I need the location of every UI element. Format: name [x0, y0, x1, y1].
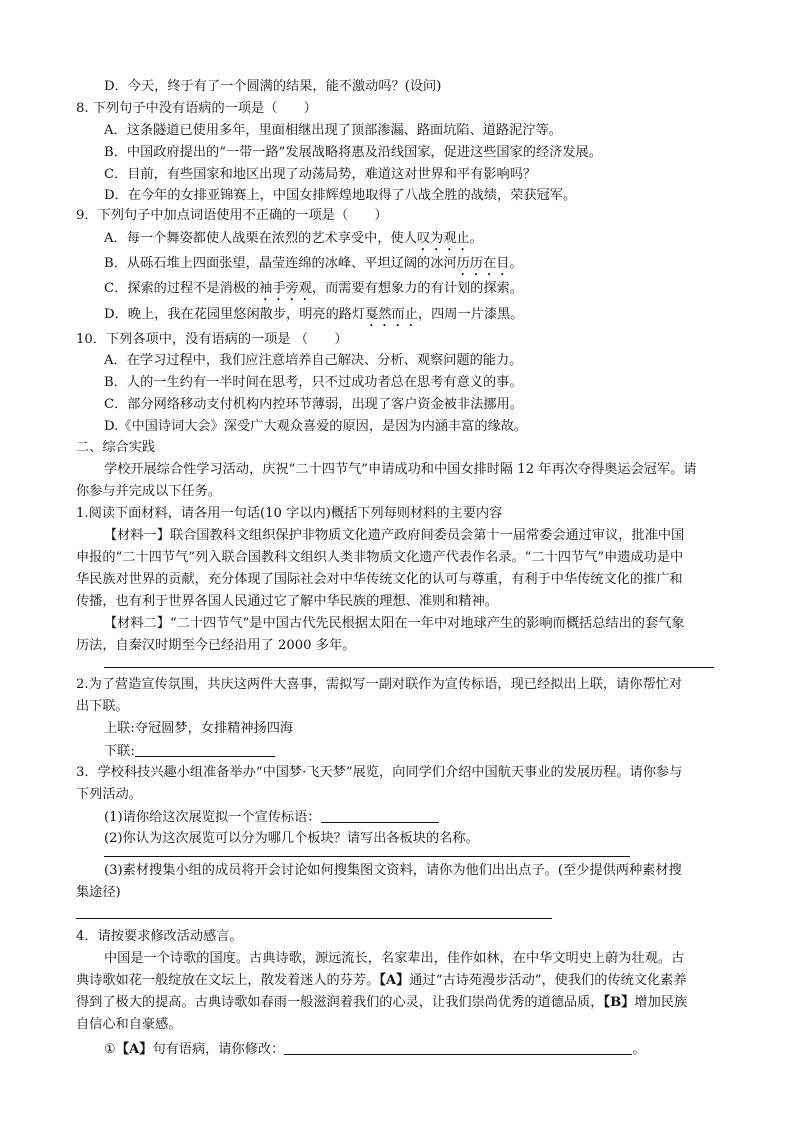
task-2-line-1: 2.为了营造宣传氛围，共庆这两件大喜事，需拟写一副对联作为宣传标语，现已经拟出上联，请你帮忙对 [76, 677, 683, 692]
material-2-tag: 【材料二】 [104, 616, 170, 631]
task-3-line-1: 3．学校科技兴趣小组准备举办“中国梦·飞天梦”展览，向同学们介绍中国航天事业的发展历程。请你参与 [76, 765, 683, 780]
passage-line-4: 自信心和自豪感。 [76, 1017, 182, 1032]
passage-line-3: 得到了极大的提高。古典诗歌如春雨一般滋润着我们的心灵，让我们崇尚优秀的道德品质，【B】增加民族 [76, 995, 688, 1010]
task-1-stem: 1.阅读下面材料，请各用一句话(10 字以内)概括下列每则材料的主要内容 [76, 506, 503, 521]
answer-line[interactable] [104, 856, 630, 857]
q10-option-c: C．部分网络移动支付机构内控环节薄弱，出现了客户资金被非法挪用。 [104, 397, 523, 412]
material-1-line-4: 传播，也有利于世界各国人民通过它了解中华民族的理想、准则和精神。 [76, 594, 498, 609]
material-2-line-1: 【材料二】“二十四节气”是中国古代先民根据太阳在一年中对地球产生的影响而概括总结出的套气象 [104, 616, 685, 631]
marker-b: 【B】 [603, 995, 635, 1010]
material-1-line-1: 【材料一】联合国教科文组织保护非物质文化遗产政府间委员会第十一届常委会通过审议，批准中国 [104, 528, 685, 543]
q8-option-b: B．中国政府提出的“一带一路”发展战略将惠及沿线国家，促进这些国家的经济发展。 [104, 145, 602, 160]
slogan-answer-blank[interactable] [321, 808, 439, 823]
q9-option-b: B．从砾石堆上四面张望，晶莹连绵的冰峰、平坦辽阔的冰河历历在目。 [104, 256, 523, 271]
q8-option-a: A．这条隧道已使用多年，里面相继出现了顶部渗漏、路面坑陷、道路泥泞等。 [104, 123, 562, 138]
revision-answer-blank[interactable] [284, 1040, 632, 1055]
dotted-term: 戛然而止 [365, 307, 418, 322]
material-1-line-2: 申报的“二十四节气”列入联合国教科文组织人类非物质文化遗产代表作名录。“二十四节气”申遗成功是中 [76, 550, 684, 565]
task-4-stem: 4．请按要求修改活动感言。 [76, 929, 243, 944]
q9-option-a: A．每一个舞姿都使人战栗在浓烈的艺术享受中，使人叹为观止。 [104, 231, 483, 246]
material-2-line-2: 历法，自秦汉时期至今已经沿用了 2000 多年。 [76, 638, 356, 653]
marker-a: 【A】 [379, 973, 410, 988]
revision-question: ①【A】句有语病，请你修改： 。 [104, 1042, 646, 1057]
q8-stem: 8. 下列句子中没有语病的一项是（ ） [76, 101, 317, 116]
q10-option-a: A．在学习过程中，我们应注意培养自己解决、分析、观察问题的能力。 [104, 353, 523, 368]
dotted-term: 叹为观止 [416, 231, 470, 246]
passage-line-2: 典诗歌如花一般绽放在文坛上，散发着迷人的芬芳。【A】通过“古诗苑漫步活动”，使我们的传统文化素养 [76, 973, 687, 988]
dotted-term: 袖手旁观 [259, 281, 312, 296]
passage-line-1: 中国是一个诗歌的国度。古典诗歌，源远流长，名家辈出，佳作如林，在中华文明史上蔚为壮观。古 [104, 951, 685, 966]
q9-option-c: C．探索的过程不是消极的袖手旁观，而需要有想象力的有计划的探索。 [104, 281, 523, 296]
dotted-term: 历历在目 [456, 256, 510, 271]
q10-stem: 10．下列各项中，没有语病的一项是 （ ） [76, 332, 348, 347]
q8-option-d: D．在今年的女排亚锦赛上，中国女排辉煌地取得了八战全胜的战绩，荣获冠军。 [104, 188, 577, 203]
q7-option-d: D．今天，终于有了一个圆满的结果，能不激动吗？(设问) [104, 79, 442, 94]
task-3-sub-2: (2)你认为这次展览可以分为哪几个板块？请写出各板块的名称。 [104, 831, 479, 846]
q8-option-c: C．目前，有些国家和地区出现了动荡局势，难道这对世界和平有影响吗？ [104, 167, 537, 182]
couplet-answer-blank[interactable] [135, 742, 275, 757]
couplet-lower: 下联: [104, 742, 275, 761]
q9-option-d: D．晚上，我在花园里悠闲散步，明亮的路灯戛然而止，四周一片漆黑。 [104, 307, 524, 322]
answer-line[interactable] [104, 667, 714, 668]
q10-option-d: D.《中国诗词大会》深受广大观众喜爱的原因，是因为内涵丰富的缘故。 [104, 419, 528, 434]
couplet-upper: 上联:夺冠圆梦，女排精神扬四海 [104, 721, 294, 736]
task-2-line-2: 出下联。 [76, 699, 129, 714]
task-3-sub-3-line-1: (3)素材搜集小组的成员将开会讨论如何搜集图文资料，请你为他们出出点子。(至少提供两种素材搜 [104, 863, 682, 878]
task-3-sub-3-line-2: 集途径) [76, 885, 121, 900]
intro-line-1: 学校开展综合性学习活动，庆祝“二十四节气”申请成功和中国女排时隔 12 年再次夺得奥运会冠军。请 [104, 462, 697, 477]
task-3-sub-1: (1)请你给这次展览拟一个宣传标语： [104, 808, 439, 827]
intro-line-2: 你参与并完成以下任务。 [76, 484, 222, 499]
task-3-line-2: 下列活动。 [76, 787, 142, 802]
q9-stem: 9．下列句子中加点词语使用不正确的一项是（ ） [76, 208, 388, 223]
q10-option-b: B．人的一生约有一半时间在思考，只不过成功者总在思考有意义的事。 [104, 375, 523, 390]
material-1-tag: 【材料一】 [104, 528, 170, 543]
material-1-line-3: 华民族对世界的贡献，充分体现了国际社会对中华传统文化的认可与尊重，有利于中华传统文化的推广和 [76, 572, 683, 587]
answer-line[interactable] [76, 918, 552, 919]
section-title: 二、综合实践 [76, 440, 156, 455]
